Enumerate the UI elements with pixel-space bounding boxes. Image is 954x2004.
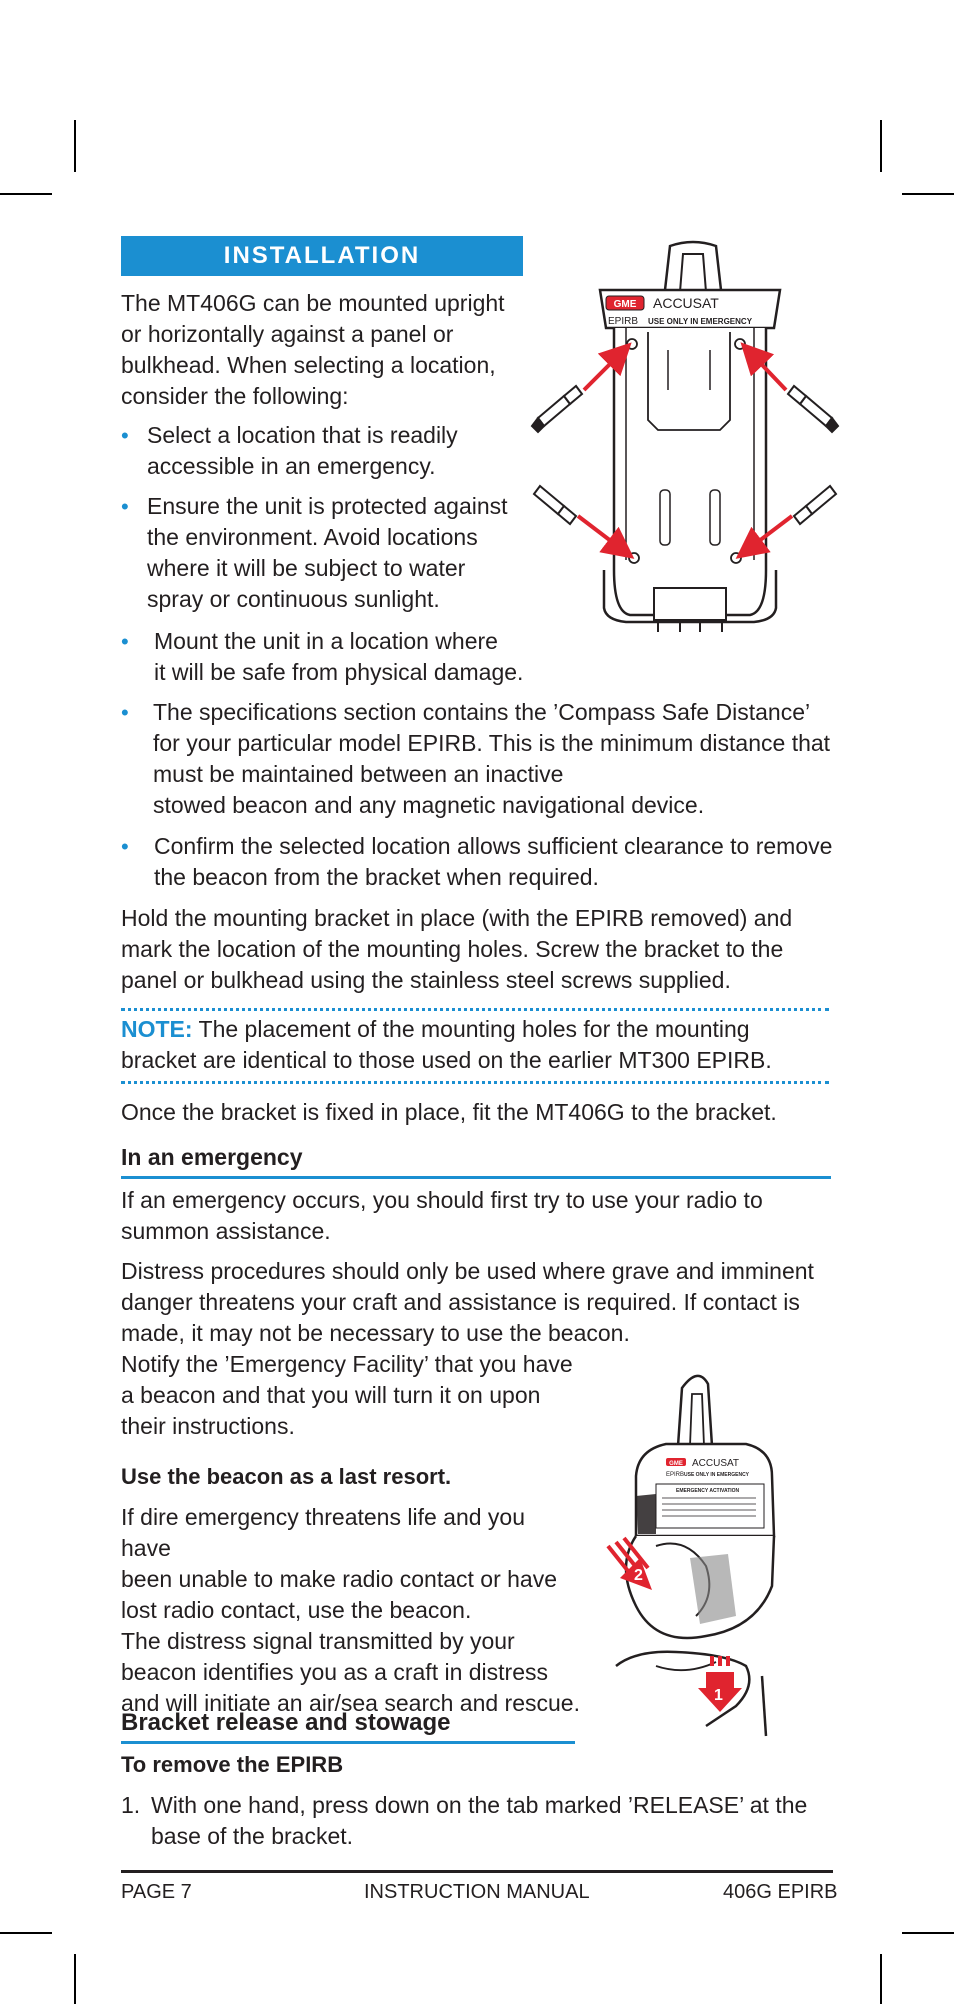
svg-text:USE ONLY IN EMERGENCY: USE ONLY IN EMERGENCY [684, 1472, 750, 1478]
list-item: • Confirm the selected location allows sufficient clearance to remove the beacon from the bracket when required. [121, 833, 833, 890]
bullet-icon: • [121, 494, 129, 519]
mounting-paragraph: Hold the mounting bracket in place (with the EPIRB removed) and mark the location of the mounting holes. Screw the bracket to the panel or bulkhead using the stainless steel screws supplied. [121, 905, 793, 993]
screw-icon [532, 386, 582, 432]
note-label: NOTE: [121, 1016, 193, 1042]
screw-icon [794, 486, 836, 524]
svg-text:EPIRB: EPIRB [608, 316, 639, 327]
crop-mark [0, 1932, 52, 1934]
footer-page: PAGE 7 [121, 1881, 192, 1903]
emergency-rule [121, 1176, 831, 1179]
list-item: • The specifications section contains the ’Compass Safe Distance’ for your particular model EPIRB. This is the minimum distance that must be maintained between an inactive stowed beacon and any magnetic navigational device. [121, 699, 831, 818]
bracket-heading: Bracket release and stowage [121, 1709, 451, 1736]
note-divider-bottom [121, 1081, 829, 1084]
screw-icon [788, 386, 838, 432]
bullet-icon: • [121, 423, 129, 448]
list-item: • Select a location that is readily accessible in an emergency. [121, 422, 458, 479]
svg-text:ACCUSAT: ACCUSAT [692, 1458, 740, 1469]
bullet-icon: • [121, 700, 129, 725]
footer-model: 406G EPIRB [723, 1881, 838, 1903]
last-resort-heading: Use the beacon as a last resort. [121, 1464, 452, 1489]
svg-text:GME: GME [669, 1461, 683, 1467]
note-box: NOTE: The placement of the mounting holes for the mounting bracket are identical to those used on the earlier MT300 EPIRB. [121, 1016, 772, 1073]
svg-text:2: 2 [634, 1567, 643, 1584]
bracket-rule [121, 1741, 575, 1744]
emergency-paragraph-1: If an emergency occurs, you should first try to use your radio to summon assistance. [121, 1187, 763, 1244]
remove-heading: To remove the EPIRB [121, 1752, 344, 1777]
emergency-paragraph-2: Distress procedures should only be used where grave and imminent danger threatens your craft and assistance is required. If contact is made, it may not be necessary to use the beacon. Notify the ’Emergency Facility’ that you have a beacon and that you will turn it on upon their instructions. [121, 1258, 814, 1439]
bullet-icon: • [121, 834, 129, 859]
beacon-release-illustration [596, 1366, 836, 1746]
emergency-paragraph-3: If dire emergency threatens life and you have been unable to make radio contact or have lost radio contact, use the beacon. The distress signal transmitted by your beacon identifies you as a craft in distress and will initiate an air/sea search and rescue. [121, 1504, 580, 1716]
crop-mark [880, 1954, 882, 2004]
svg-text:USE ONLY IN EMERGENCY: USE ONLY IN EMERGENCY [648, 317, 753, 326]
crop-mark [880, 120, 882, 172]
intro-paragraph: The MT406G can be mounted upright or horizontally against a panel or bulkhead. When selecting a location, consider the following: [121, 290, 505, 409]
bullet-icon: • [121, 629, 129, 654]
svg-text:EPIRB: EPIRB [666, 1472, 685, 1478]
svg-text:1: 1 [714, 1687, 723, 1704]
crop-mark [74, 1954, 76, 2004]
bracket-mounting-illustration [530, 240, 840, 640]
product-logo-text: ACCUSAT [653, 295, 719, 311]
step-1: 1. With one hand, press down on the tab marked ’RELEASE’ at the base of the bracket. [121, 1792, 808, 1849]
fit-paragraph: Once the bracket is fixed in place, fit the MT406G to the bracket. [121, 1099, 777, 1125]
emergency-heading: In an emergency [121, 1144, 303, 1170]
brand-logo-text: GME [613, 299, 637, 310]
step-number: 1. [121, 1792, 141, 1818]
note-divider-top [121, 1008, 829, 1011]
list-item: • Ensure the unit is protected against the environment. Avoid locations where it will be subject to water spray or continuous sunlight. [121, 493, 508, 612]
screw-icon [534, 486, 576, 524]
crop-mark [902, 193, 954, 195]
svg-text:EMERGENCY ACTIVATION: EMERGENCY ACTIVATION [676, 1488, 740, 1494]
list-item: • Mount the unit in a location where it will be safe from physical damage. [121, 628, 524, 685]
crop-mark [74, 120, 76, 172]
crop-mark [902, 1932, 954, 1934]
footer-title: INSTRUCTION MANUAL [364, 1881, 590, 1903]
footer-rule [121, 1870, 833, 1873]
section-heading: INSTALLATION [121, 236, 523, 276]
crop-mark [0, 193, 52, 195]
